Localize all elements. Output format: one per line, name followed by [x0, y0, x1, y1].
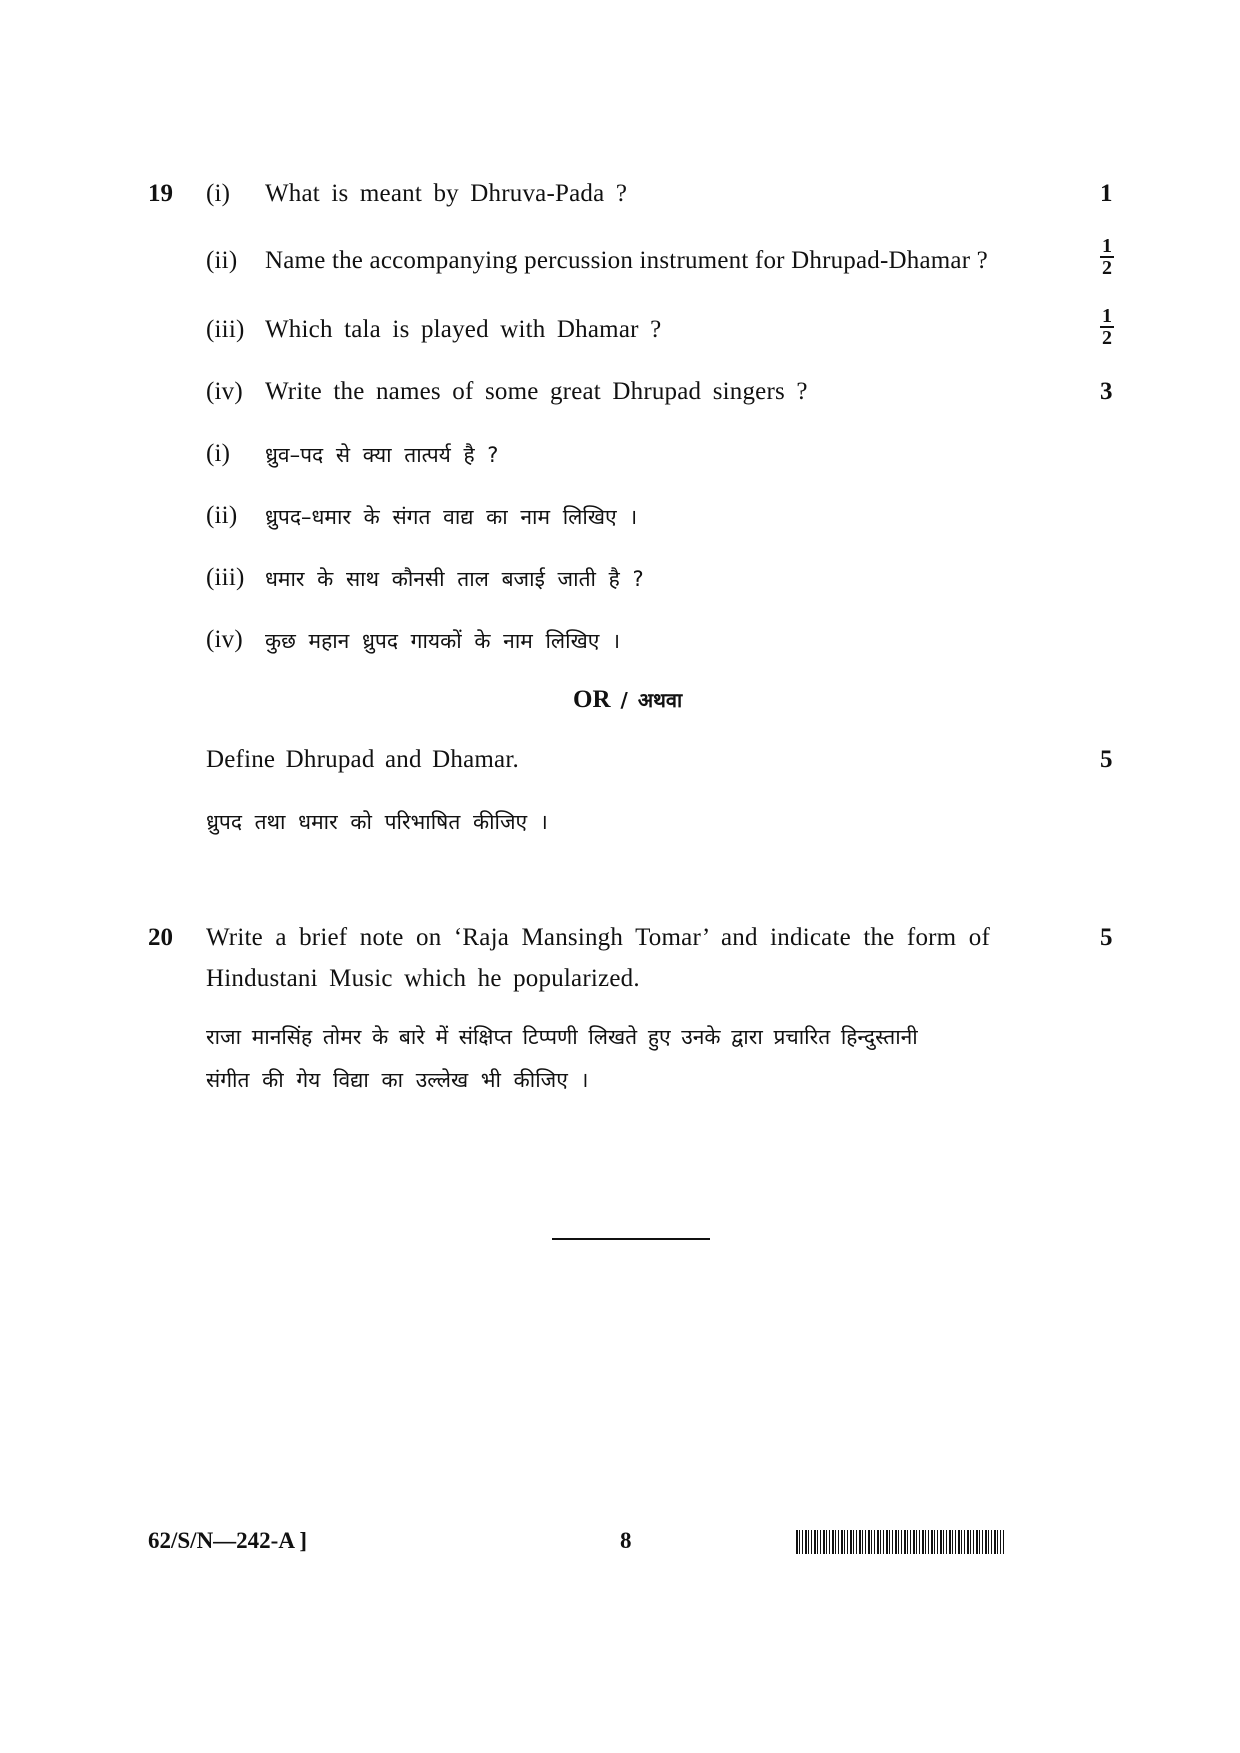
q20-hindi-line-2: संगीत की गेय विद्या का उल्लेख भी कीजिए । [206, 1068, 589, 1092]
fraction-numerator: 1 [1102, 305, 1112, 327]
q19-hindi-part-i-label: (i) [206, 440, 231, 467]
or-hindi-label: अथवा [637, 688, 683, 712]
q19-part-iv-text: Write the names of some great Dhrupad singers ? [265, 378, 808, 405]
page-number: 8 [620, 1528, 632, 1553]
or-divider [573, 686, 682, 714]
q19-hindi-part-iv-label: (iv) [206, 626, 243, 653]
q20-marks: 5 [1100, 924, 1113, 951]
q19-part-ii-text: Name the accompanying percussion instrument for Dhrupad-Dhamar ? [265, 247, 988, 274]
q19-hindi-part-iii-text: धमार के साथ कौनसी ताल बजाई जाती है ? [265, 567, 644, 591]
q19-part-iv-label: (iv) [206, 378, 243, 405]
q19-alternative-marks: 5 [1100, 746, 1113, 773]
q20-english-line-1: Write a brief note on ‘Raja Mansingh Tomar’ and indicate the form of [206, 924, 991, 951]
q19-hindi-part-ii-label: (ii) [206, 502, 238, 529]
q19-hindi-part-iv-text: कुछ महान ध्रुपद गायकों के नाम लिखिए । [265, 629, 621, 653]
fraction-numerator: 1 [1102, 235, 1112, 257]
or-label: OR [573, 686, 611, 713]
q19-part-ii-marks [1100, 236, 1114, 278]
q19-part-i-text: What is meant by Dhruva-Pada ? [265, 180, 628, 207]
q19-hindi-part-ii-text: ध्रुपद–धमार के संगत वाद्य का नाम लिखिए । [265, 505, 638, 529]
fraction-denominator: 2 [1102, 327, 1112, 349]
q19-part-iii-marks [1100, 306, 1114, 348]
q20-english-line-2: Hindustani Music which he popularized. [206, 965, 640, 992]
q20-hindi-line-1: राजा मानसिंह तोमर के बारे में संक्षिप्त टिप्पणी लिखते हुए उनके द्वारा प्रचारित हिन्दुस्तानी [206, 1025, 918, 1049]
q19-hindi-part-i-text: ध्रुव–पद से क्या तात्पर्य है ? [265, 443, 499, 467]
q19-part-i-marks: 1 [1100, 180, 1113, 207]
q19-part-ii-label: (ii) [206, 247, 238, 274]
end-of-questions-rule [552, 1238, 710, 1240]
fraction-denominator: 2 [1102, 257, 1112, 279]
barcode-image [796, 1530, 1004, 1554]
q19-hindi-part-iii-label: (iii) [206, 564, 245, 591]
question-20-number: 20 [148, 924, 173, 951]
q19-part-iii-text: Which tala is played with Dhamar ? [265, 316, 662, 343]
or-slash: / [620, 688, 628, 712]
question-19-number: 19 [148, 180, 173, 207]
q19-part-i-label: (i) [206, 180, 231, 207]
q19-part-iv-marks: 3 [1100, 378, 1113, 405]
q19-alternative-english: Define Dhrupad and Dhamar. [206, 746, 519, 773]
q19-alternative-hindi: ध्रुपद तथा धमार को परिभाषित कीजिए । [206, 810, 548, 834]
paper-code: 62/S/N—242-A ] [148, 1528, 308, 1553]
q19-part-iii-label: (iii) [206, 316, 245, 343]
